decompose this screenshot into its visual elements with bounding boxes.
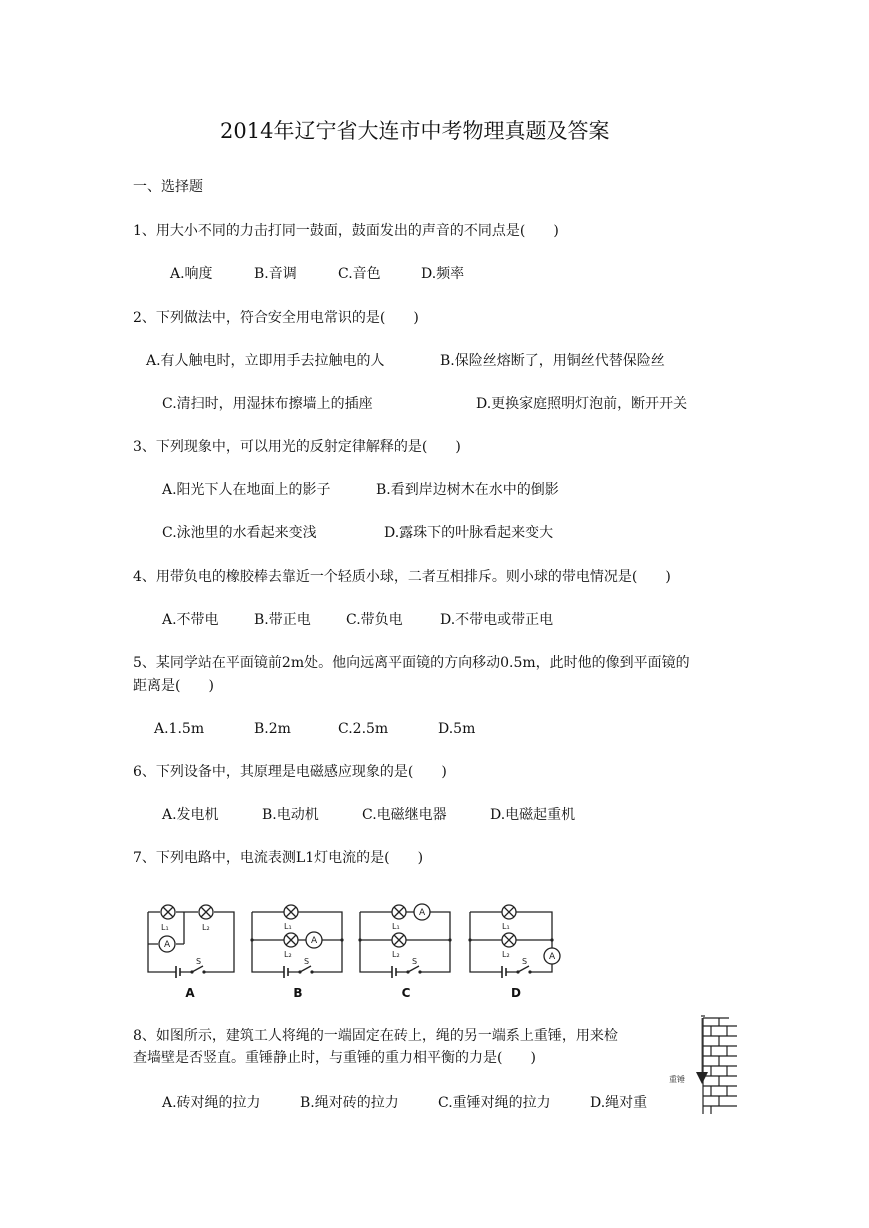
circuit-c-switch-label: S xyxy=(412,957,418,966)
circuit-a-lamp1-label: L₁ xyxy=(161,923,169,932)
q8-option-b: B.绳对砖的拉力 xyxy=(300,1095,399,1111)
q1-option-c: C.音色 xyxy=(338,266,381,282)
q4-option-c: C.带负电 xyxy=(346,612,403,628)
q4-option-d: D.不带电或带正电 xyxy=(440,612,554,628)
circuit-d-lamp2-label: L₂ xyxy=(502,950,510,959)
circuit-b-lamp1-label: L₁ xyxy=(284,922,292,931)
circuit-d-figure xyxy=(466,896,566,1006)
q8-option-c: C.重锤对绳的拉力 xyxy=(438,1095,551,1111)
q5-option-c: C.2.5m xyxy=(338,721,389,737)
circuit-a-figure xyxy=(140,896,240,1006)
q2-option-b: B.保险丝熔断了，用铜丝代替保险丝 xyxy=(440,353,665,369)
circuit-b-lamp2-label: L₂ xyxy=(284,950,292,959)
q1-stem: 1、用大小不同的力击打同一鼓面，鼓面发出的声音的不同点是( ) xyxy=(133,223,559,239)
q1-option-d: D.频率 xyxy=(421,266,465,282)
q1-option-a: A.响度 xyxy=(170,266,213,282)
q7-stem: 7、下列电路中，电流表测L1灯电流的是( ) xyxy=(133,850,424,866)
q2-option-a: A.有人触电时，立即用手去拉触电的人 xyxy=(146,353,385,369)
q8-stem-line1: 8、如图所示，建筑工人将绳的一端固定在砖上，绳的另一端系上重锤，用来检 xyxy=(133,1028,618,1044)
q6-option-a: A.发电机 xyxy=(162,807,219,823)
circuit-b-diagram xyxy=(248,896,348,988)
circuit-c-figure xyxy=(356,896,456,1006)
q8-stem-line2: 查墙壁是否竖直。重锤静止时，与重锤的重力相平衡的力是( ) xyxy=(133,1050,536,1066)
q6-option-b: B.电动机 xyxy=(262,807,319,823)
q6-stem: 6、下列设备中，其原理是电磁感应现象的是( ) xyxy=(133,764,447,780)
q2-option-d: D.更换家庭照明灯泡前，断开开关 xyxy=(476,396,688,412)
circuit-a-diagram xyxy=(140,896,240,988)
section-heading: 一、选择题 xyxy=(133,179,203,195)
q5-stem-line1: 5、某同学站在平面镜前2m处。他向远离平面镜的方向移动0.5m，此时他的像到平面镜的 xyxy=(133,655,690,671)
q6-option-d: D.电磁起重机 xyxy=(490,807,576,823)
circuit-c-lamp1-label: L₁ xyxy=(392,922,400,931)
circuit-b-ammeter-label: A xyxy=(311,936,318,946)
q5-stem-line2: 距离是( ) xyxy=(133,678,214,694)
circuit-d-diagram xyxy=(466,896,566,988)
q5-option-d: D.5m xyxy=(438,721,476,737)
page-title: 2014年辽宁省大连市中考物理真题及答案 xyxy=(220,119,610,143)
circuit-d-switch-label: S xyxy=(522,957,528,966)
circuit-c-caption: C xyxy=(401,986,411,1000)
q8-option-d: D.绳对重 xyxy=(590,1095,648,1111)
circuit-d-caption: D xyxy=(511,986,521,1000)
circuit-a-ammeter-label: A xyxy=(164,940,171,950)
circuit-a-switch-label: S xyxy=(196,957,202,966)
circuit-d-lamp1-label: L₁ xyxy=(502,922,510,931)
q2-stem: 2、下列做法中，符合安全用电常识的是( ) xyxy=(133,310,419,326)
circuit-b-caption: B xyxy=(293,986,303,1000)
q4-stem: 4、用带负电的橡胶棒去靠近一个轻质小球，二者互相排斥。则小球的带电情况是( ) xyxy=(133,569,671,585)
circuit-a-caption: A xyxy=(185,986,195,1000)
plumb-bob-label: 重锤 xyxy=(669,1075,685,1084)
q4-option-b: B.带正电 xyxy=(254,612,311,628)
q3-option-d: D.露珠下的叶脉看起来变大 xyxy=(384,525,554,541)
circuit-b-switch-label: S xyxy=(304,957,310,966)
q3-option-c: C.泳池里的水看起来变浅 xyxy=(162,525,317,541)
circuit-b-figure xyxy=(248,896,348,1006)
circuit-c-diagram xyxy=(356,896,456,988)
q6-option-c: C.电磁继电器 xyxy=(362,807,447,823)
circuit-c-lamp2-label: L₂ xyxy=(392,950,400,959)
brick-wall-diagram xyxy=(669,1012,741,1114)
circuit-d-ammeter-label: A xyxy=(549,952,556,962)
circuit-c-ammeter-label: A xyxy=(419,908,426,918)
q3-option-b: B.看到岸边树木在水中的倒影 xyxy=(376,482,559,498)
q3-stem: 3、下列现象中，可以用光的反射定律解释的是( ) xyxy=(133,439,461,455)
q3-option-a: A.阳光下人在地面上的影子 xyxy=(162,482,331,498)
q5-option-a: A.1.5m xyxy=(154,721,205,737)
q4-option-a: A.不带电 xyxy=(162,612,219,628)
plumb-wall-figure xyxy=(669,1012,741,1114)
q8-option-a: A.砖对绳的拉力 xyxy=(162,1095,261,1111)
q1-option-b: B.音调 xyxy=(254,266,297,282)
q2-option-c: C.清扫时，用湿抹布擦墙上的插座 xyxy=(162,396,373,412)
q5-option-b: B.2m xyxy=(254,721,291,737)
circuit-a-lamp2-label: L₂ xyxy=(202,923,210,932)
